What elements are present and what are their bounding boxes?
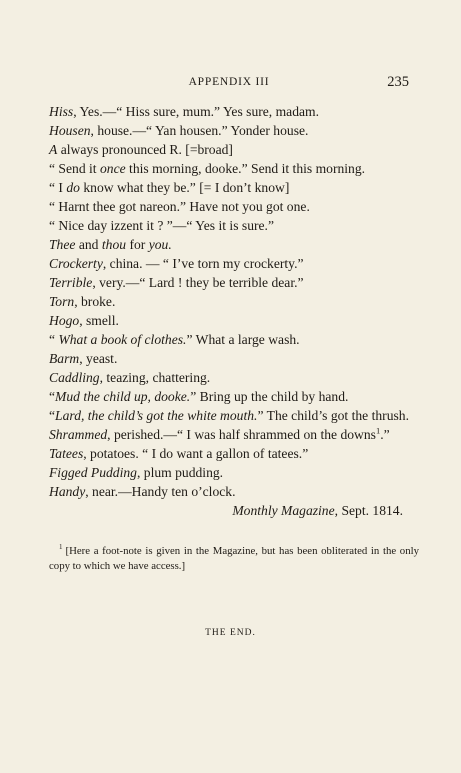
entry-text: , smell. (79, 313, 119, 328)
running-head-title: APPENDIX III (188, 76, 270, 88)
italic-term: Hogo (49, 313, 80, 328)
entry-text: “ Send it (49, 161, 100, 176)
glossary-entry (49, 197, 417, 216)
running-head (49, 76, 409, 92)
italic-term: Thee (49, 237, 76, 252)
entry-text: this morning, dooke.” Send it this morning. (125, 161, 366, 176)
italic-term: once (99, 161, 126, 176)
glossary-entry (49, 102, 417, 121)
entry-text: , perished.—“ I was half shrammed on the downs (107, 427, 376, 442)
entry-text: .” (380, 427, 390, 442)
entry-text: , teazing, chattering. (99, 370, 211, 385)
footnote-reference: 1 (375, 425, 381, 436)
entry-text: “ (49, 332, 59, 347)
entry-text: ” The child’s got the thrush. (257, 408, 409, 423)
source-citation (49, 501, 417, 520)
glossary-entry (49, 330, 417, 349)
entry-text: , near.—Handy ten o’clock. (85, 484, 236, 499)
entry-text: “ Harnt thee got nareon.” Have not you got one. (49, 199, 310, 214)
italic-term: Monthly Magazine (232, 503, 335, 518)
entry-text: know what they be.” [= I don’t know] (79, 180, 290, 195)
italic-term: Torn (49, 294, 75, 309)
entry-text: “ (49, 389, 56, 404)
italic-term: Barm (49, 351, 80, 366)
entry-text: , potatoes. “ I do want a gallon of tatees.” (83, 446, 309, 461)
entry-text: , house.—“ Yan housen.” Yonder house. (90, 123, 309, 138)
glossary-entry (49, 463, 417, 482)
italic-term: you. (148, 237, 172, 252)
italic-term: Tatees (49, 446, 84, 461)
entry-text: , very.—“ Lard ! they be terrible dear.” (92, 275, 304, 290)
glossary-entry (49, 368, 417, 387)
glossary-entry (49, 406, 417, 425)
italic-term: A (49, 142, 58, 157)
entry-text: ” What a large wash. (186, 332, 300, 347)
entry-text: , broke. (74, 294, 116, 309)
glossary-entry (49, 425, 417, 444)
glossary-entry (49, 292, 417, 311)
entry-text: , china. — “ I’ve torn my crockerty.” (102, 256, 304, 271)
glossary-entry (49, 349, 417, 368)
entry-text: ” Bring up the child by hand. (190, 389, 349, 404)
entry-text: always pronounced R. [=broad] (57, 142, 233, 157)
glossary-entry (49, 178, 417, 197)
glossary-entry (49, 216, 417, 235)
footnote-text: [Here a foot-note is given in the Magazine, but has been obliterated in the only copy to which we have access.] (49, 545, 419, 572)
italic-term: Shrammed (49, 427, 108, 442)
glossary-entry (49, 444, 417, 463)
italic-term: Housen (49, 123, 91, 138)
entry-text: for (126, 237, 149, 252)
italic-term: Mud the child up, dooke. (55, 389, 191, 404)
entry-text: “ Nice day izzent it ? ”—“ Yes it is sure.” (49, 218, 274, 233)
entry-text: and (75, 237, 102, 252)
glossary-entry (49, 159, 417, 178)
glossary-entry (49, 140, 417, 159)
italic-term: What a book of clothes. (58, 332, 187, 347)
entry-text: , Sept. 1814. (334, 503, 403, 518)
entry-text: , plum pudding. (136, 465, 224, 480)
italic-term: Lard, the child’s got the white mouth. (55, 408, 258, 423)
italic-term: Caddling (49, 370, 100, 385)
italic-term: Terrible (49, 275, 93, 290)
footnote-marker: 1 (59, 543, 63, 552)
glossary-entry (49, 121, 417, 140)
entry-text: “ I (49, 180, 67, 195)
entry-text: , Yes.—“ Hiss sure, mum.” Yes sure, madam. (73, 104, 320, 119)
glossary-entries (49, 102, 417, 520)
footnote (49, 544, 419, 574)
page-number: 235 (387, 74, 409, 90)
entry-text: , yeast. (79, 351, 118, 366)
entry-text: “ (49, 408, 56, 423)
italic-term: Figged Pudding (49, 465, 137, 480)
italic-term: do (66, 180, 80, 195)
glossary-entry (49, 482, 417, 501)
glossary-entry (49, 311, 417, 330)
italic-term: Hiss (49, 104, 74, 119)
glossary-entry (49, 273, 417, 292)
the-end-label: THE END. (205, 628, 256, 638)
italic-term: Handy (49, 484, 86, 499)
glossary-entry (49, 254, 417, 273)
italic-term: thou (101, 237, 127, 252)
italic-term: Crockerty (49, 256, 103, 271)
glossary-entry (49, 387, 417, 406)
glossary-entry (49, 235, 417, 254)
